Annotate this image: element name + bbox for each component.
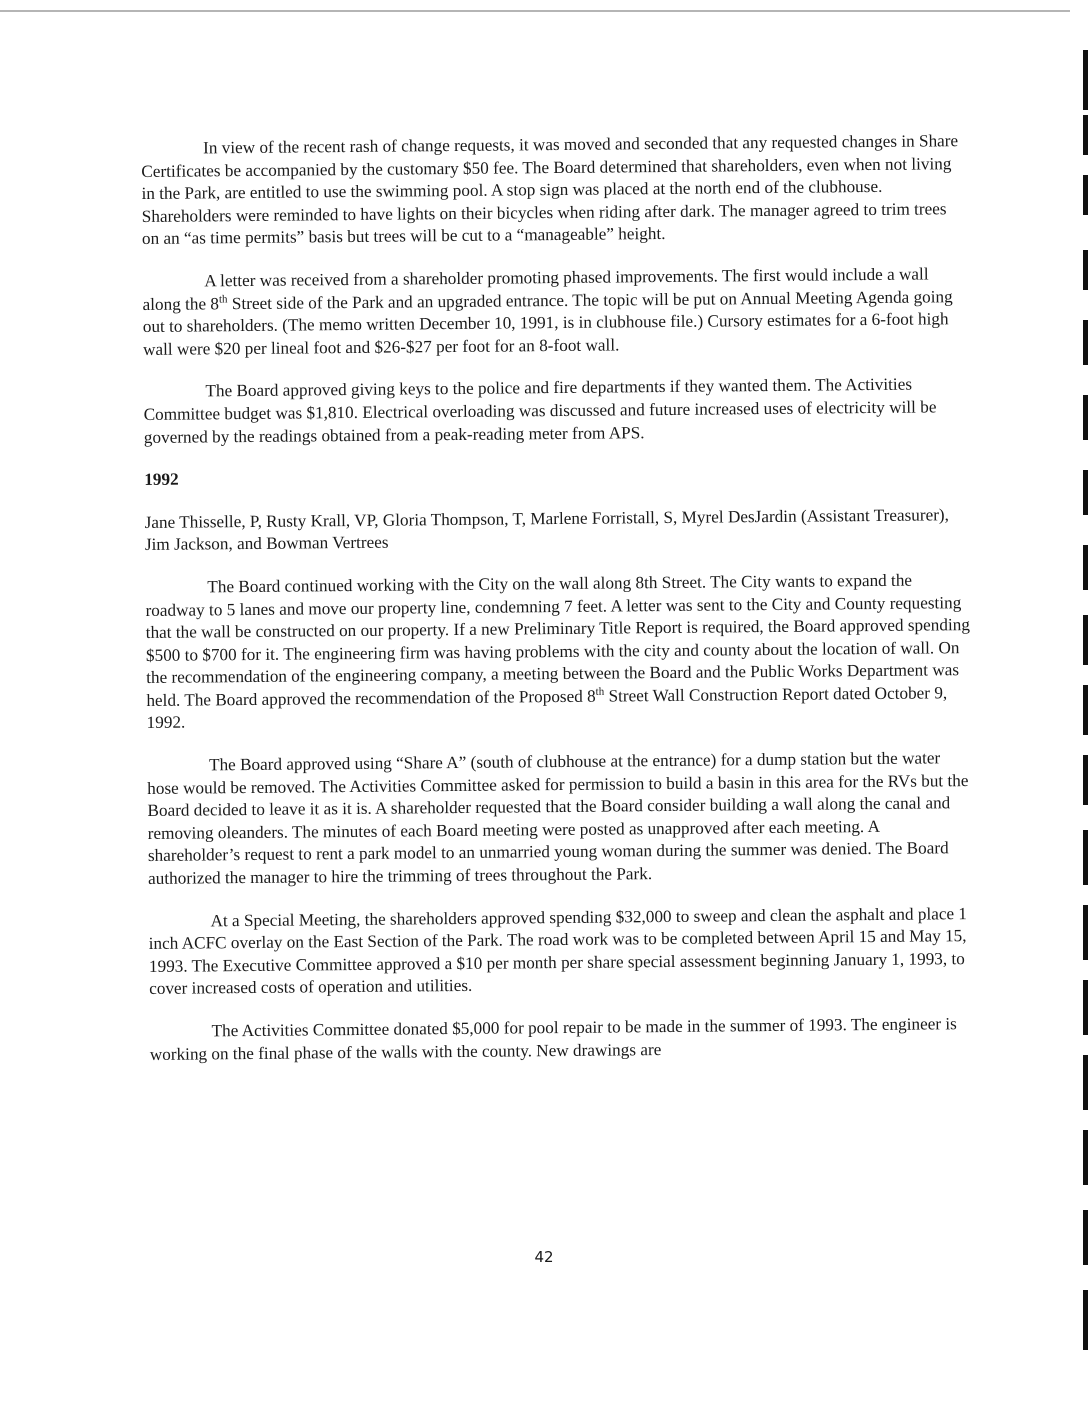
- paragraph-city-wall: [145, 569, 971, 735]
- binding-mark: [1083, 320, 1088, 365]
- superscript: th: [218, 293, 228, 306]
- text-segment: Street Wall Construction Report dated October 9, 1992.: [146, 683, 948, 733]
- binding-edge: [1082, 30, 1088, 1380]
- text-segment: The Board continued working with the City on the wall along 8th Street. The City wants to expand the roadway to 5 lanes and move our property line, condemning 7 feet. A letter was sent to the City and County requesting that the wall be constructed on our property. If a new Preliminary Title Report is required, the Board approved spending $500 to $700 for it. The engineering firm was having problems with the city and county about the location of wall. On the recommendation of the engineering company, a meeting between the Board and the Public Works Department was held. The Board approved the recommendation of the Proposed 8: [145, 570, 970, 710]
- binding-mark: [1083, 615, 1088, 665]
- binding-mark: [1083, 395, 1088, 440]
- binding-mark: [1083, 905, 1088, 960]
- binding-mark: [1083, 545, 1088, 590]
- binding-mark: [1083, 175, 1088, 215]
- binding-mark: [1083, 980, 1088, 1035]
- paragraph-share-a: The Board approved using “Share A” (south of clubhouse at the entrance) for a dump station but the water hose would be removed. The Activities Committee asked for permission to build a basin in this area for the RVs but the Board decided to leave it as it is. A shareholder requested that the Board consider building a wall along the canal and removing oleanders. The minutes of each Board meeting were posted as unapproved after each meeting. A shareholder’s request to rent a park model to an unmarried young woman during the summer was denied. The Board authorized the manager to hire the trimming of trees throughout the Park.: [147, 748, 969, 888]
- paragraph-wall-proposal: [142, 263, 968, 361]
- binding-mark: [1083, 1290, 1088, 1350]
- binding-mark: [1083, 1130, 1088, 1185]
- officers-list: Jane Thisselle, P, Rusty Krall, VP, Gloria Thompson, T, Marlene Forristall, S, Myrel DesJardin (Assistant Treasurer), Jim Jackson, and Bowman Vertrees: [144, 504, 949, 555]
- paragraph-pool-repair: The Activities Committee donated $5,000 for pool repair to be made in the summer of 1993. The engineer is working on the final phase of the walls with the county. New drawings are: [149, 1014, 957, 1064]
- binding-mark: [1083, 470, 1088, 515]
- superscript: th: [595, 685, 605, 698]
- binding-mark: [1083, 685, 1088, 735]
- year-heading: 1992: [144, 469, 179, 490]
- paragraph-keys-budget: The Board approved giving keys to the police and fire departments if they wanted them. The Activities Committee budget was $1,810. Electrical overloading was discussed and future increased uses of electricity will be governed by the readings obtained from a peak-reading meter from APS.: [143, 374, 937, 447]
- binding-mark: [1083, 115, 1088, 155]
- scan-top-rule: [0, 10, 1070, 12]
- binding-mark: [1083, 1055, 1088, 1110]
- paragraph-share-certificates: In view of the recent rash of change requests, it was moved and seconded that any requested changes in Share Certificates be accompanied by the customary $50 fee. The Board determined that shareholders, even when not living in the Park, are entitled to use the swimming pool. A stop sign was placed at the north end of the clubhouse. Shareholders were reminded to have lights on their bicycles when riding after dark. The manager agreed to trim trees on an “as time permits” basis but trees will be cut to a “manageable” height.: [141, 131, 959, 249]
- binding-mark: [1083, 50, 1088, 110]
- binding-mark: [1083, 250, 1088, 290]
- text-segment: Street side of the Park and an upgraded entrance. The topic will be put on Annual Meeting Agenda going out to shareholders. (The memo written December 10, 1991, is in clubhouse file.) Cursory estimates for a 6-foot high wall were $20 per lineal foot and $26-$27 per foot for an 8-foot wall.: [142, 286, 953, 359]
- text-segment: A letter was received from a shareholder promoting phased improvements. The first would include a wall along the 8: [142, 264, 929, 314]
- page-content: [141, 130, 975, 1086]
- binding-mark: [1083, 830, 1088, 885]
- paragraph-special-meeting: At a Special Meeting, the shareholders approved spending $32,000 to sweep and clean the asphalt and place 1 inch ACFC overlay on the East Section of the Park. The road work was to be completed between April 15 and May 15, 1993. The Executive Committee approved a $10 per month per share special assessment beginning January 1, 1993, to cover increased costs of operation and utilities.: [148, 903, 968, 999]
- binding-mark: [1083, 755, 1088, 805]
- page-number: 42: [534, 1248, 554, 1266]
